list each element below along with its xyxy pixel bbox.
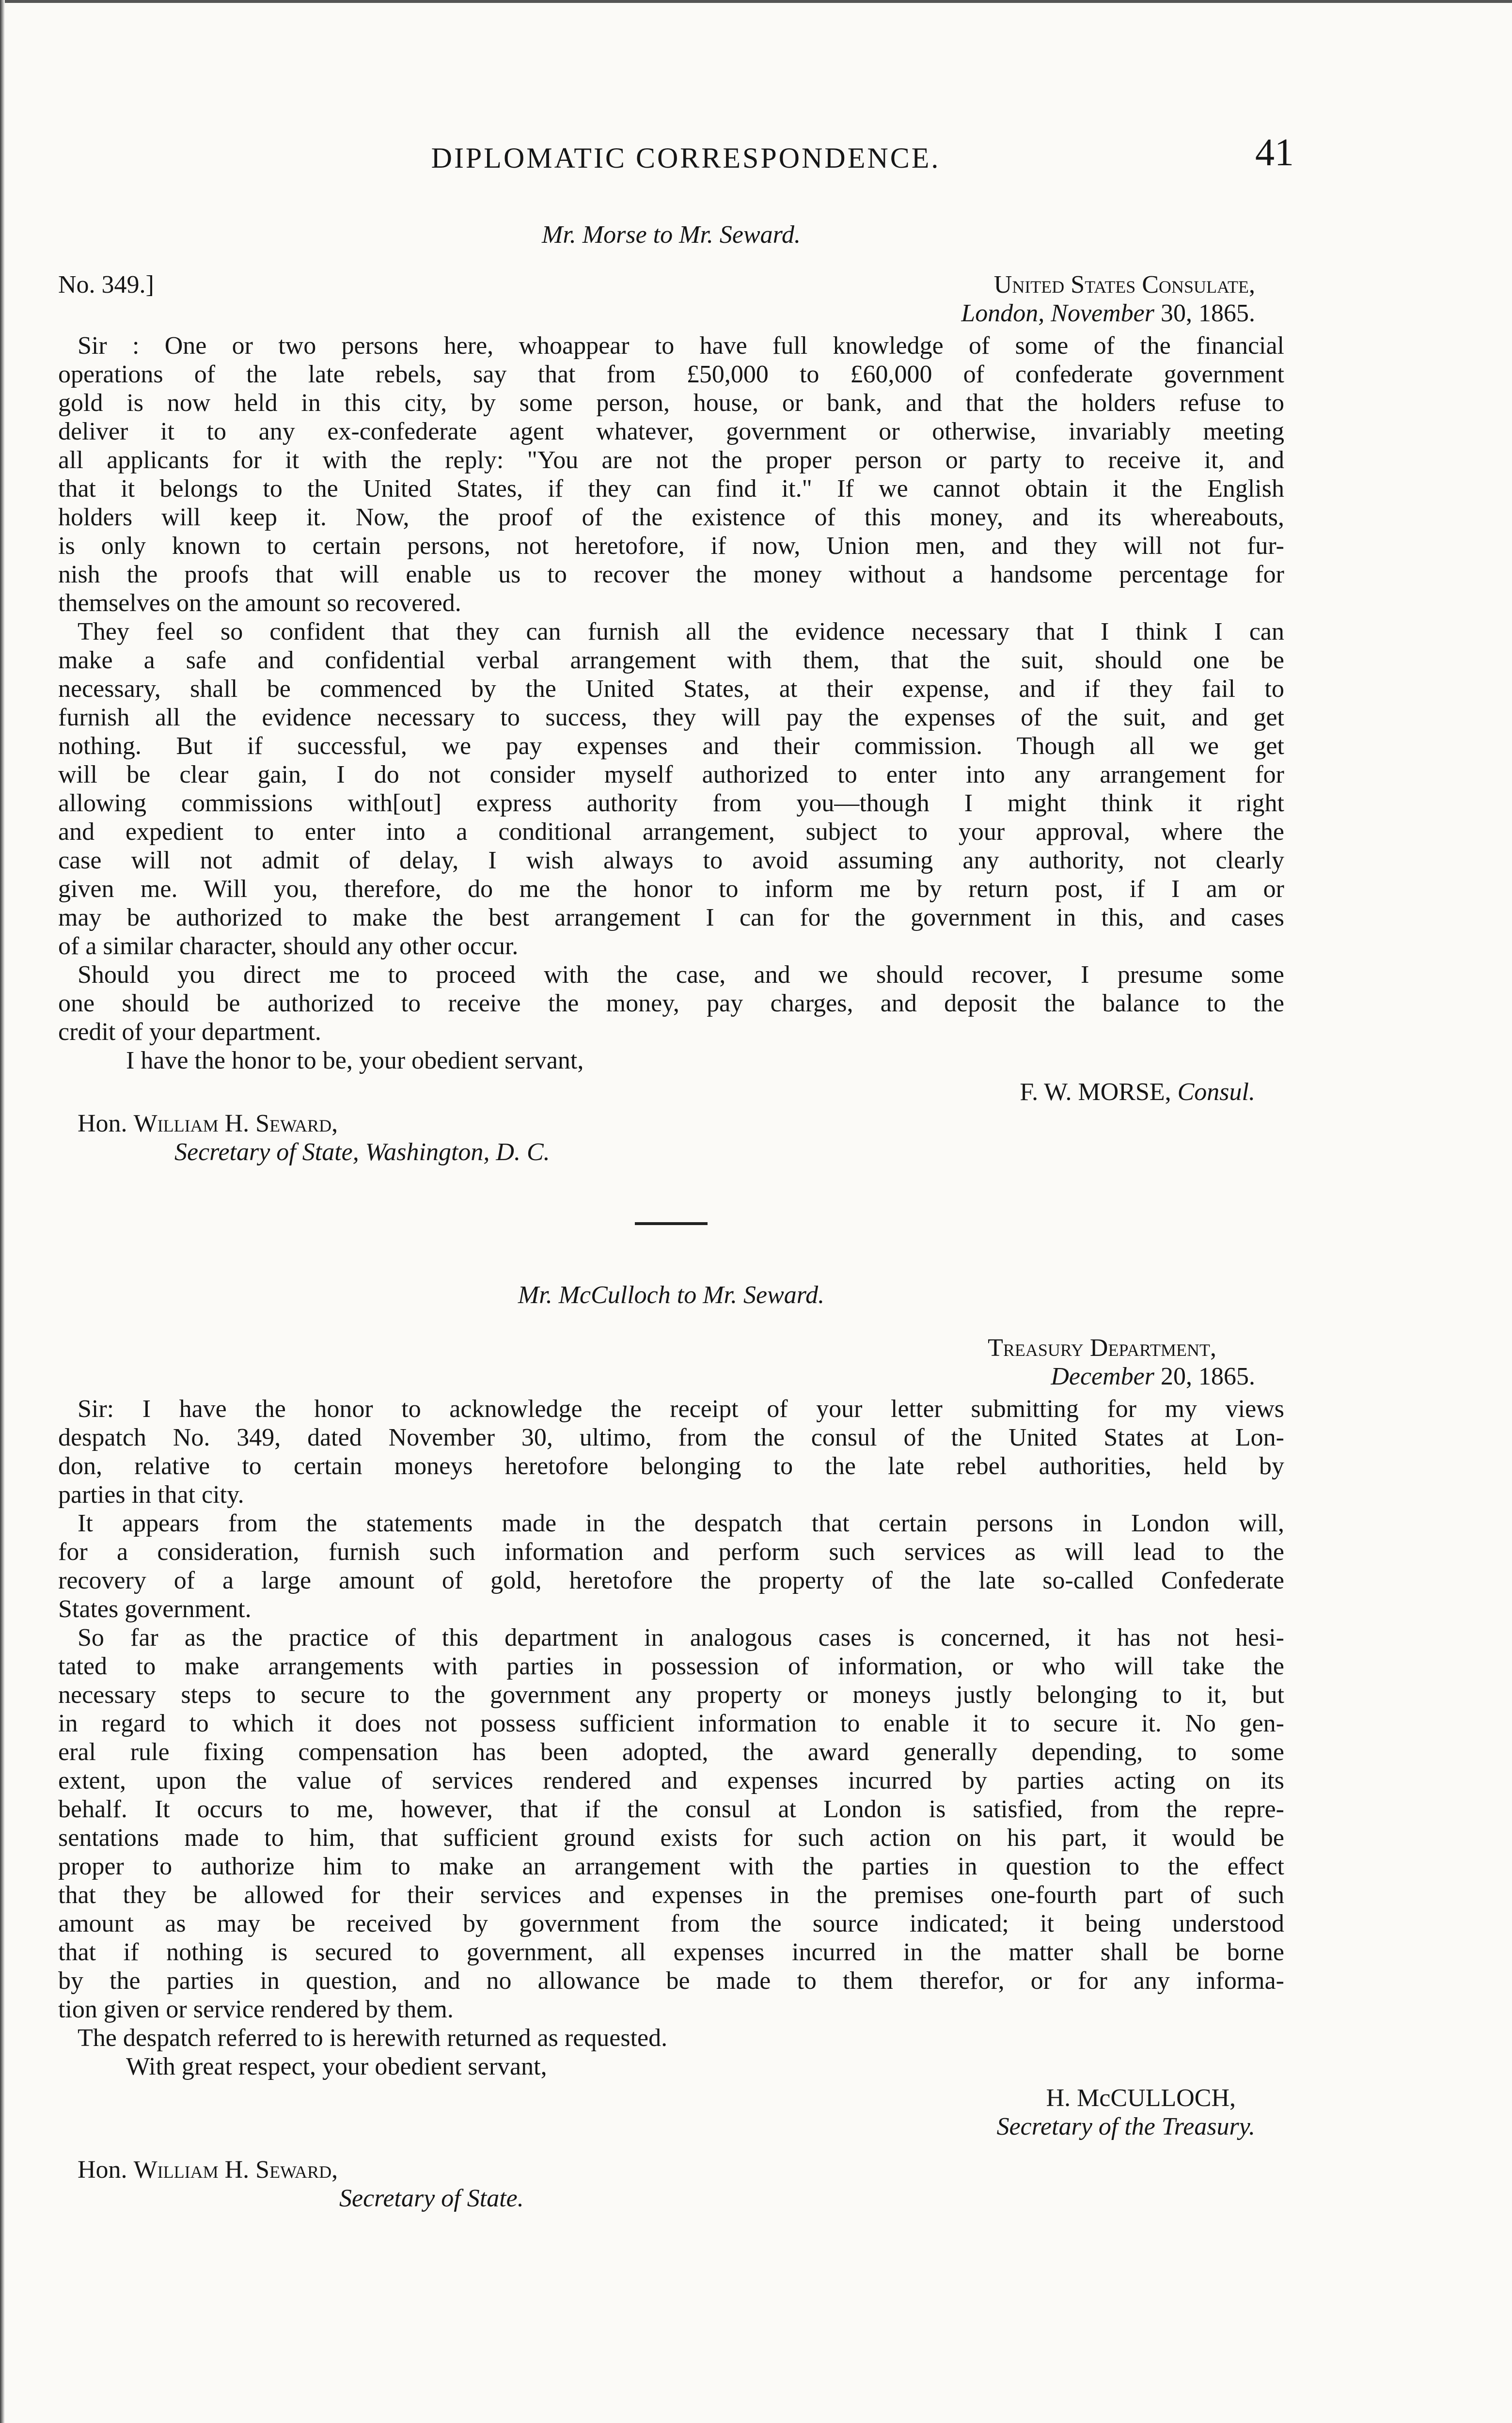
body-line: recovery of a large amount of gold, heretofore the property of the late so-called Confederate	[58, 1567, 1284, 1594]
running-header	[58, 131, 1294, 184]
body-line: all applicants for it with the reply: "You are not the proper person or party to receive it, and	[58, 446, 1284, 474]
letter1-closing: I have the honor to be, your obedient servant,	[126, 1047, 584, 1074]
letter1-signature: F. W. MORSE, Consul.	[1020, 1078, 1255, 1106]
body-line: allowing commissions with[out] express authority from you—though I might think it right	[58, 789, 1284, 817]
body-line: deliver it to any ex-confederate agent whatever, government or otherwise, invariably meeting	[58, 418, 1284, 445]
letter1-addressee-title: Secretary of State, Washington, D. C.	[174, 1138, 550, 1166]
body-line: make a safe and confidential verbal arrangement with them, that the suit, should one be	[58, 646, 1284, 674]
letter1-body	[58, 331, 1284, 1046]
letter2-addressee-title: Secretary of State.	[339, 2185, 524, 2212]
body-line: is only known to certain persons, not heretofore, if now, Union men, and they will not fur-	[58, 532, 1284, 560]
letter2-signature-title: Secretary of the Treasury.	[996, 2113, 1255, 2140]
body-line: States government.	[58, 1595, 252, 1623]
body-line: eral rule fixing compensation has been adopted, the award generally depending, to some	[58, 1738, 1284, 1766]
body-line: one should be authorized to receive the money, pay charges, and deposit the balance to the	[58, 990, 1284, 1017]
body-line: It appears from the statements made in the despatch that certain persons in London will,	[78, 1510, 1284, 1537]
body-line: tated to make arrangements with parties in possession of information, or who will take the	[58, 1652, 1284, 1680]
letter1-addressee: Hon. William H. Seward,	[78, 1110, 338, 1137]
letter1-heading: Mr. Morse to Mr. Seward.	[542, 221, 801, 249]
body-line: will be clear gain, I do not consider myself authorized to enter into any arrangement for	[58, 761, 1284, 788]
letter2-date: December 20, 1865.	[1051, 1363, 1255, 1390]
body-line: sentations made to him, that sufficient ground exists for such action on his part, it would be	[58, 1824, 1284, 1852]
body-line: extent, upon the value of services rendered and expenses incurred by parties acting on its	[58, 1767, 1284, 1794]
body-line: don, relative to certain moneys heretofore belonging to the late rebel authorities, held by	[58, 1452, 1284, 1480]
body-line: case will not admit of delay, I wish always to avoid assuming any authority, not clearly	[58, 847, 1284, 874]
body-line: in regard to which it does not possess sufficient information to enable it to secure it. No gen-	[58, 1710, 1284, 1737]
letter2-closing: With great respect, your obedient servant,	[126, 2053, 547, 2080]
body-line: of a similar character, should any other occur.	[58, 932, 519, 960]
body-line: necessary steps to secure to the government any property or moneys justly belonging to it, but	[58, 1681, 1284, 1709]
body-line: that if nothing is secured to government, all expenses incurred in the matter shall be borne	[58, 1938, 1284, 1966]
page-binding-edge	[0, 0, 5, 2423]
body-line: The despatch referred to is herewith returned as requested.	[78, 2024, 668, 2052]
body-line: Sir : One or two persons here, whoappear to have full knowledge of some of the financial	[78, 332, 1284, 360]
body-line: themselves on the amount so recovered.	[58, 589, 461, 617]
page-number: 41	[1255, 131, 1294, 174]
letter1-number-row	[58, 270, 1284, 299]
body-line: may be authorized to make the best arrangement I can for the government in this, and cases	[58, 904, 1284, 931]
body-line: nothing. But if successful, we pay expenses and their commission. Though all we get	[58, 732, 1284, 760]
body-line: operations of the late rebels, say that from £50,000 to £60,000 of confederate government	[58, 361, 1284, 388]
body-line: by the parties in question, and no allowance be made to them therefor, or for any informa-	[58, 1967, 1284, 1995]
body-line: holders will keep it. Now, the proof of the existence of this money, and its whereabouts,	[58, 503, 1284, 531]
body-line: despatch No. 349, dated November 30, ultimo, from the consul of the United States at Lon-	[58, 1424, 1284, 1451]
body-line: credit of your department.	[58, 1018, 321, 1046]
letter2-place: Treasury Department,	[988, 1334, 1216, 1362]
body-line: that they be allowed for their services and expenses in the premises one-fourth part of such	[58, 1881, 1284, 1909]
body-line: tion given or service rendered by them.	[58, 1996, 454, 2023]
body-line: amount as may be received by government from the source indicated; it being understood	[58, 1910, 1284, 1937]
letter2-signature-name: H. McCULLOCH,	[1046, 2084, 1236, 2112]
body-line: They feel so confident that they can furnish all the evidence necessary that I think I can	[78, 618, 1284, 645]
body-line: behalf. It occurs to me, however, that if the consul at London is satisfied, from the repre-	[58, 1795, 1284, 1823]
running-title: DIPLOMATIC CORRESPONDENCE.	[431, 142, 941, 174]
document-page	[58, 131, 1294, 2213]
body-line: parties in that city.	[58, 1481, 244, 1509]
body-line: Should you direct me to proceed with the case, and we should recover, I presume some	[78, 961, 1284, 989]
letter1-date: London, November 30, 1865.	[961, 299, 1255, 327]
letter2-addressee: Hon. William H. Seward,	[78, 2156, 338, 2184]
body-line: nish the proofs that will enable us to recover the money without a handsome percentage for	[58, 561, 1284, 588]
body-line: proper to authorize him to make an arrangement with the parties in question to the effect	[58, 1853, 1284, 1880]
page-top-border	[0, 0, 1512, 3]
body-line: given me. Will you, therefore, do me the honor to inform me by return post, if I am or	[58, 875, 1284, 903]
body-line: that it belongs to the United States, if they can find it." If we cannot obtain it the English	[58, 475, 1284, 503]
body-line: for a consideration, furnish such information and perform such services as will lead to the	[58, 1538, 1284, 1566]
body-line: Sir: I have the honor to acknowledge the receipt of your letter submitting for my views	[78, 1395, 1284, 1423]
body-line: gold is now held in this city, by some person, house, or bank, and that the holders refuse to	[58, 389, 1284, 417]
despatch-number: No. 349.]	[58, 271, 154, 299]
body-line: furnish all the evidence necessary to success, they will pay the expenses of the suit, and get	[58, 704, 1284, 731]
letter2-body	[58, 1395, 1284, 2052]
body-line: necessary, shall be commenced by the United States, at their expense, and if they fail to	[58, 675, 1284, 703]
body-line: So far as the practice of this department in analogous cases is concerned, it has not hesi-	[78, 1624, 1284, 1652]
letter2-heading: Mr. McCulloch to Mr. Seward.	[518, 1281, 825, 1309]
body-line: and expedient to enter into a conditional arrangement, subject to your approval, where the	[58, 818, 1284, 846]
letter1-place: United States Consulate,	[993, 271, 1255, 299]
